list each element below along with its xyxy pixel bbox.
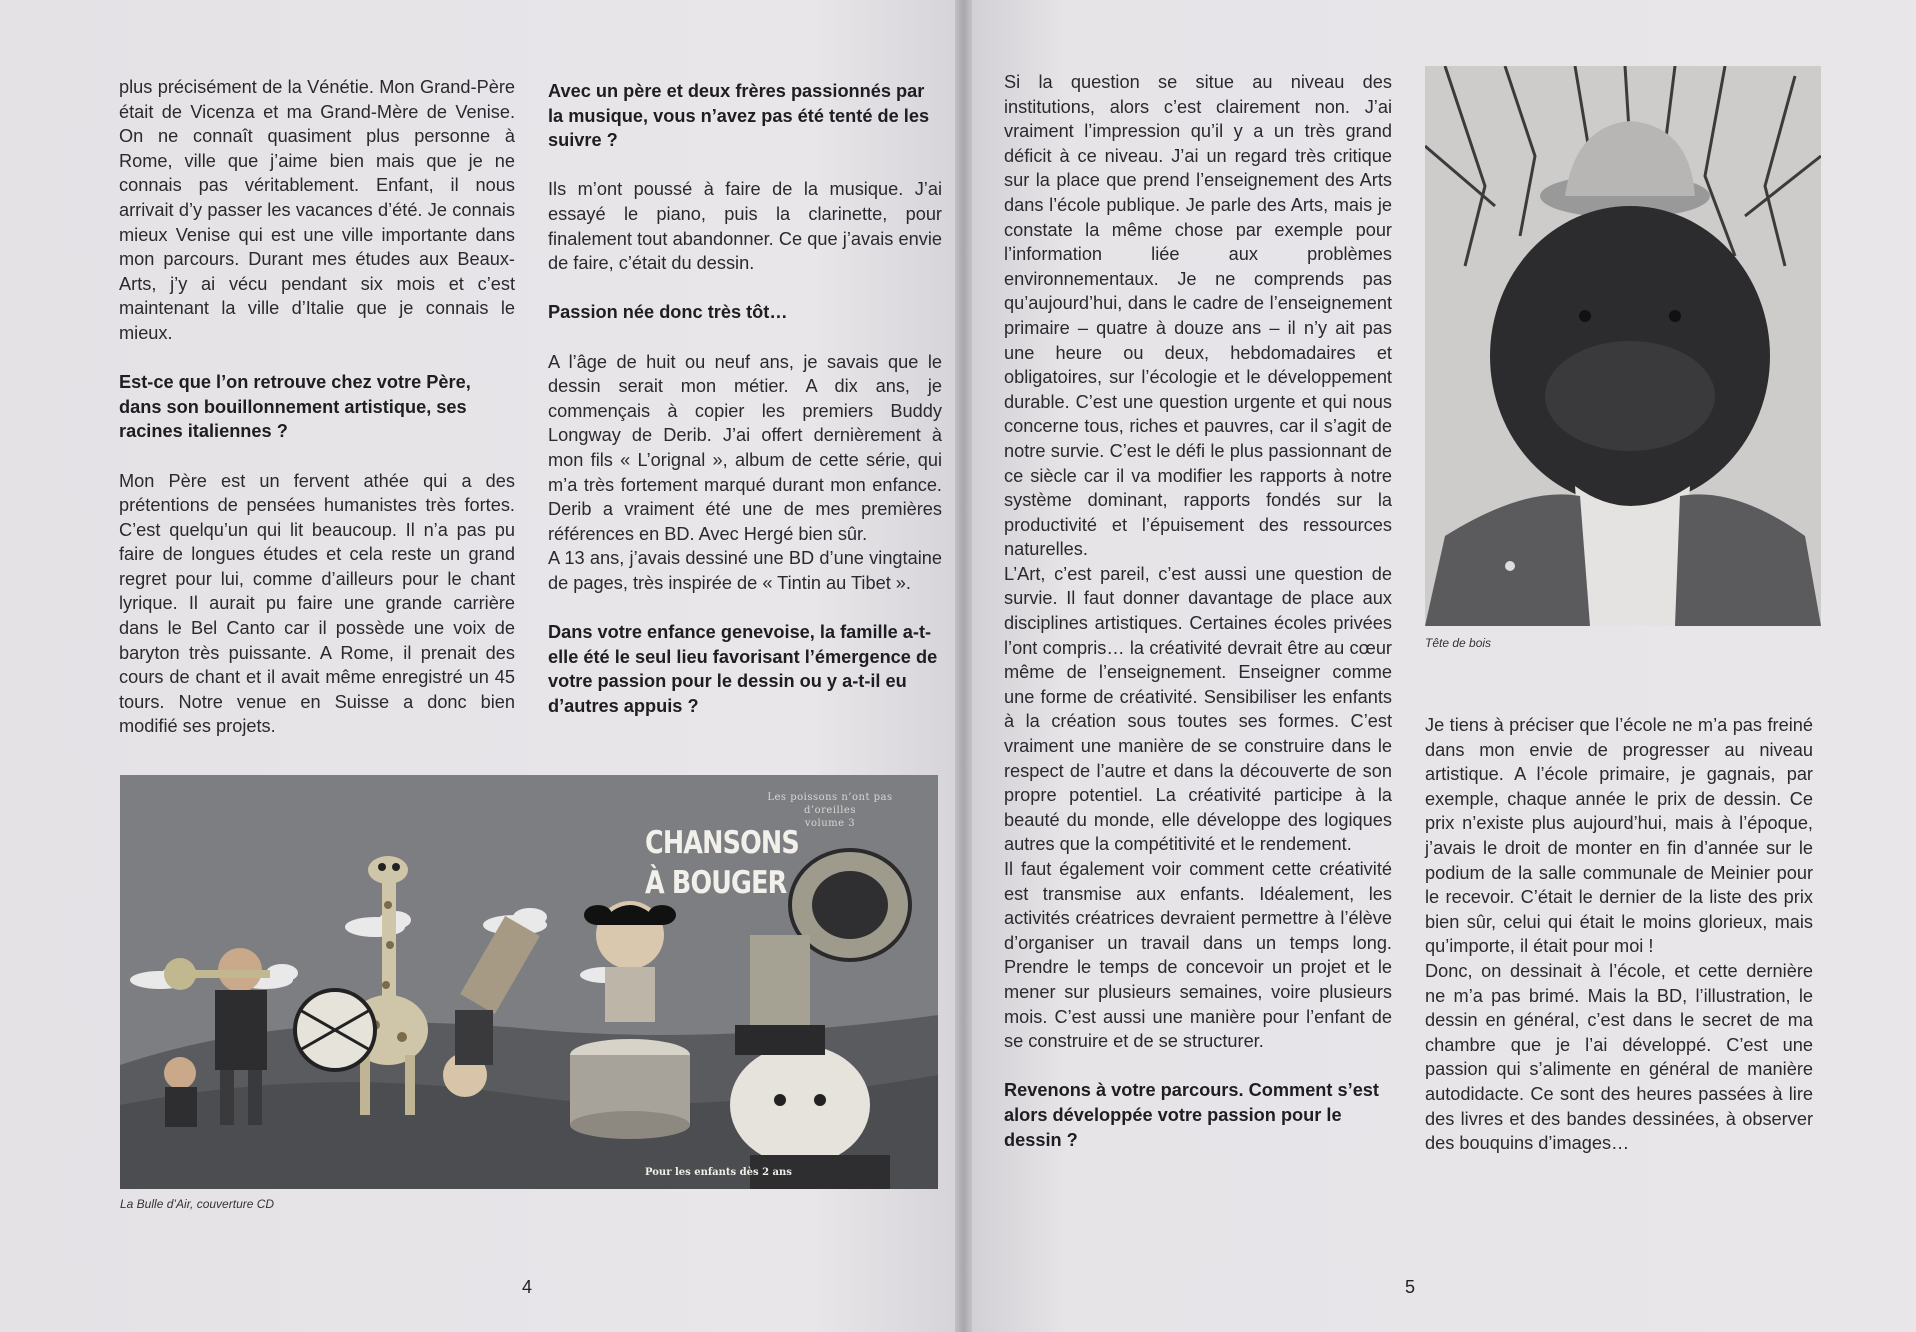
running-child	[164, 1057, 197, 1127]
paragraph: plus précisément de la Vénétie. Mon Grand-Père était de Vicenza et ma Grand-Mère de Venise. On ne connaît quasiment plus personne à Rome, ville que j’aime bien mais que je ne connais pas véritablement. Enfant, il nous arrivait d’y passer les vacances d’été. Je connais mieux Venise qui est une ville importante dans mon parcours. Durant mes études aux Beaux-Arts, j’y ai vécu pendant six mois et c’est maintenant la ville d’Italie que je connais le mieux.	[119, 77, 515, 343]
right-column-2	[1425, 713, 1813, 1156]
left-column-2	[548, 79, 942, 718]
right-column-1	[1004, 70, 1392, 1152]
image-caption: La Bulle d’Air, couverture CD	[120, 1197, 275, 1211]
cd-age-label: Pour les enfants dès 2 ans	[645, 1167, 792, 1178]
paragraph: Je tiens à préciser que l’école ne m’a pas freiné dans mon envie de progresser au niveau artistique. A l’école primaire, je gagnais, par exemple, chaque année le prix de dessin. Ce prix n’existe plus aujourd’hui, mais à l’époque, j’avais le droit de monter en fin d’année sur le podium de la salle communale de Meinier pour le recevoir. C’était le dernier de la liste des prix bien sûr, celui qui était le moins glorieux, mais qu’importe, il était pour moi !	[1425, 715, 1813, 957]
interview-question: Est-ce que l’on retrouve chez votre Père, dans son bouillonnement artistique, ses racines italiennes ?	[119, 372, 471, 442]
interview-question: Passion née donc très tôt…	[548, 302, 788, 323]
paragraph: Mon Père est un fervent athée qui a des prétentions de pensées humanistes très fortes. C’est quelqu’un qui lit beaucoup. Il n’a pas pu faire de longues études et cela reste un grand regret pour lui, comme d’ailleurs pour le chant lyrique. Il aurait pu faire une grande carrière dans le Bel Canto car il possède une voix de baryton très puissante. A Rome, il prenait des cours de chant et il avait même enregistré un 45 tours. Notre venue en Suisse a donc bien modifié ses projets.	[119, 470, 515, 737]
paragraph: Il faut également voir comment cette créativité est transmise aux enfants. Idéalement, les activités créatrices devraient permettre à l’élève d’organiser un travail dans un temps long. Prendre le temps de concevoir un projet et le mener sur plusieurs semaines, voire plusieurs mois. C’est aussi une manière pour l’enfant de se construire et de se structurer.	[1004, 859, 1392, 1052]
image-caption: Tête de bois	[1425, 636, 1492, 650]
girl-on-drum	[570, 901, 690, 1139]
paragraph: Donc, on dessinait à l’école, et cette dernière ne m’a pas brimé. Mais la BD, l’illustration, le dessin en général, c’est dans le secret de ma chambre que je l’ai développé. C’est une passion qui s’alimente en général de manière autodidacte. Ce sont des heures passées à lire des livres et des bandes dessinées, à observer des bouquins d’images…	[1425, 960, 1813, 1154]
tete-de-bois-artwork	[1425, 66, 1821, 626]
interview-question: Revenons à votre parcours. Comment s’est alors développée votre passion pour le dessin ?	[1004, 1080, 1379, 1150]
book-gutter	[955, 0, 972, 1332]
paragraph: L’Art, c’est pareil, c’est aussi une question de survie. Il faut donner davantage de place aux disciplines artistiques. Certaines écoles privées l’ont compris… la créativité devrait être au cœur même de l’enseignement. Enseigner comme une forme de créativité. Sensibiliser les enfants à la création sous toutes ses formes. C’est vraiment une manière de se construire dans le respect de l’autre et dans la découverte de son propre potentiel. La créativité participe à la beauté du monde, elle développe des logiques autres que la compétitivité et le rendement.	[1004, 563, 1392, 855]
interview-question: Avec un père et deux frères passionnés par la musique, vous n’avez pas été tenté de les suivre ?	[548, 81, 930, 151]
paragraph: Si la question se situe au niveau des institutions, alors c’est clairement non. J’ai vraiment l’impression qu’il y a un très grand déficit à ce niveau. J’ai un regard très critique sur la place que prend l’enseignement des Arts dans l’école publique. Je parle des Arts, mais je constate la même chose par exemple pour l’information liée aux problèmes environnementaux. Je ne comprends pas qu’aujourd’hui, dans le cadre de l’enseignement primaire – quatre à douze ans – il n’y ait pas une heure ou deux, hebdomadaires et obligatoires, sur l’écologie et le développement durable. C’est une question urgente et qui nous concerne tous, riches et pauvres, car il s’agit de notre survie. C’est le défi le plus passionnant de ce siècle car il va modifier les rapports à notre système dominant, rapports fondés sur la productivité et l’épuisement des ressources naturelles.	[1004, 72, 1392, 560]
cd-title: CHANSONS À BOUGER	[645, 825, 799, 901]
page-number: 5	[1405, 1277, 1416, 1297]
scarf	[1575, 486, 1690, 626]
paragraph: A l’âge de huit ou neuf ans, je savais que le dessin serait mon métier. A dix ans, je commençais à copier les premiers Buddy Longway de Derib. J’ai offert dernièrement à mon fils « L’orignal », album de cette série, qui m’a très fortement marqué durant mon enfance. Derib a vraiment été une de mes premières références en BD. Avec Hergé bien sûr.	[548, 351, 942, 544]
page-number: 4	[522, 1277, 533, 1297]
paragraph: A 13 ans, j’avais dessiné une BD d’une vingtaine de pages, très inspirée de « Tintin au Tibet ».	[548, 548, 942, 593]
paragraph: Ils m’ont poussé à faire de la musique. J’ai essayé le piano, puis la clarinette, pour finalement tout abandonner. Ce que j’avais envie de faire, c’était du dessin.	[548, 179, 942, 274]
cd-cover-illustration	[120, 775, 938, 1189]
interview-question: Dans votre enfance genevoise, la famille a-t-elle été le seul lieu favorisant l’émergence de votre passion pour le dessin ou y a-t-il eu d’autres appuis ?	[548, 622, 938, 716]
left-column-1	[119, 75, 515, 739]
bass-drum	[295, 990, 375, 1070]
cd-series-title: Les poissons n’ont pas d’oreilles volume 3	[767, 792, 893, 829]
tete-de-bois-illustration	[1425, 66, 1821, 626]
